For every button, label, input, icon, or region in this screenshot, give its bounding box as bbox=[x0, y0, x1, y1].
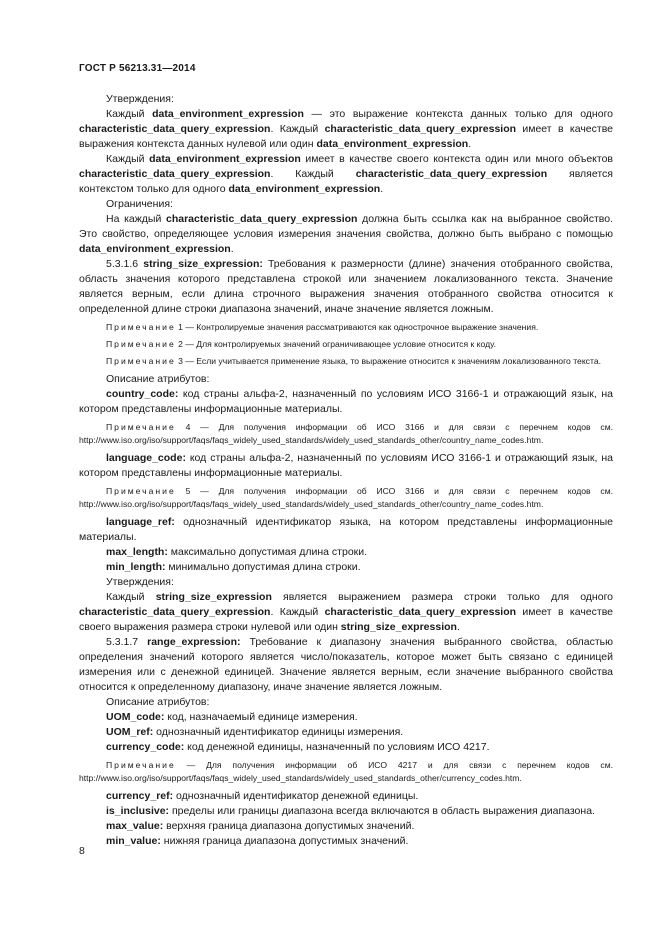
text-run: код страны альфа-2, назначенный по условиям ИСО 3166-1 и отражающий язык, на котором представлены информационные материалы. bbox=[79, 452, 613, 479]
term: characteristic_data_query_expression bbox=[79, 606, 271, 618]
text-run: . bbox=[456, 621, 460, 633]
term: range_expression: bbox=[147, 636, 241, 648]
text-run: 2 — Для контролируемых значений ограничивающее условие относится к коду. bbox=[175, 339, 496, 349]
term: characteristic_data_query_expression bbox=[324, 123, 517, 135]
term: characteristic_data_query_expression bbox=[79, 123, 271, 135]
text-run: пределы или границы диапазона всегда включаются в область выражения диапазона. bbox=[169, 805, 595, 817]
term: currency_ref: bbox=[106, 790, 174, 802]
term: string_size_expression: bbox=[143, 258, 263, 270]
text-paragraph bbox=[79, 107, 613, 152]
text-paragraph bbox=[79, 575, 613, 590]
text-run: 5.3.1.6 bbox=[106, 258, 144, 270]
term: min_length: bbox=[106, 561, 166, 573]
text-run: . bbox=[468, 138, 472, 150]
text-paragraph bbox=[79, 152, 613, 197]
text-run: Описание атрибутов: bbox=[106, 696, 210, 708]
term: data_environment_expression bbox=[316, 138, 469, 150]
term: data_environment_expression bbox=[228, 183, 381, 195]
text-paragraph bbox=[79, 560, 613, 575]
text-run: верхняя граница диапазона допустимых значений. bbox=[163, 820, 415, 832]
note-paragraph bbox=[79, 338, 613, 351]
text-paragraph bbox=[79, 372, 613, 387]
text-run: является контекстом только для одного bbox=[79, 168, 613, 195]
text-run: Требование к диапазону значения выбранного свойства, областью определения значений которого является число/показатель, которое может быть связано с единицей измерения или с денежной единицей. Значение является верным, если значение выбранного свойства относится к определенному диапазону, иначе значение является ложным. bbox=[79, 636, 614, 693]
text-run: код, назначаемый единице измерения. bbox=[164, 711, 358, 723]
note-label: Примечание bbox=[106, 486, 176, 496]
note-paragraph bbox=[79, 485, 613, 511]
note-paragraph bbox=[79, 355, 613, 368]
text-run: 1 — Контролируемые значения рассматриваются как однострочное выражение значения. bbox=[175, 322, 539, 332]
text-paragraph bbox=[79, 804, 613, 819]
page-number: 8 bbox=[79, 845, 85, 857]
text-run: минимально допустимая длина строки. bbox=[165, 561, 361, 573]
text-run: код денежной единицы, назначенный по условиям ИСО 4217. bbox=[184, 741, 490, 753]
text-run: однозначный идентификатор единицы измерения. bbox=[153, 726, 404, 738]
text-paragraph bbox=[79, 387, 613, 417]
text-run: — Для получения информации об ИСО 4217 и для связи с перечнем кодов см. http://www.iso.org/iso/support/faqs/faqs_widely_used_standards/widely_used_standards_other/currency_codes.htm. bbox=[79, 760, 613, 783]
text-paragraph bbox=[79, 635, 613, 695]
text-run: код страны альфа-2, назначенный по условиям ИСО 3166-1 и отражающий язык, на котором представлены информационные материалы. bbox=[79, 388, 613, 415]
note-label: Примечание bbox=[106, 422, 176, 432]
text-run: 4 — Для получения информации об ИСО 3166 и для связи с перечнем кодов см. http://www.iso.org/iso/support/faqs/faqs_widely_used_standards/widely_used_standards_other/country_name_codes.htm. bbox=[79, 422, 613, 445]
term: min_value: bbox=[106, 835, 161, 847]
term: UOM_code: bbox=[106, 711, 165, 723]
text-run: Каждый bbox=[106, 591, 156, 603]
term: characteristic_data_query_expression bbox=[79, 168, 271, 180]
text-paragraph bbox=[79, 515, 613, 545]
text-paragraph bbox=[79, 451, 613, 481]
text-run: . Каждый bbox=[270, 606, 325, 618]
text-run: имеет в качестве выражения контекста данных нулевой или один bbox=[79, 123, 613, 150]
text-run: Описание атрибутов: bbox=[106, 373, 210, 385]
document-header: ГОСТ Р 56213.31—2014 bbox=[79, 63, 196, 74]
term: currency_code: bbox=[106, 741, 185, 753]
term: max_value: bbox=[106, 820, 164, 832]
text-run: имеет в качестве своего контекста один или много объектов bbox=[300, 153, 614, 165]
term: string_size_expression bbox=[155, 591, 272, 603]
note-label: Примечание bbox=[106, 339, 176, 349]
term: language_ref: bbox=[106, 516, 175, 528]
text-paragraph bbox=[79, 819, 613, 834]
text-paragraph bbox=[79, 834, 613, 849]
term: data_environment_expression bbox=[152, 108, 304, 120]
text-paragraph bbox=[79, 695, 613, 710]
text-run: . bbox=[230, 243, 234, 255]
text-run: Утверждения: bbox=[106, 93, 174, 105]
note-label: Примечание bbox=[106, 322, 176, 332]
note-paragraph bbox=[79, 759, 613, 785]
text-run: Каждый bbox=[106, 153, 150, 165]
text-run: . Каждый bbox=[270, 123, 325, 135]
text-run: Требования к размерности (длине) значения отобранного свойства, область значения которого представлена строкой или значением локализованного текста. Значение является верным, если длина строчного выражения значения отобранного свойства относится к определенной длине строки диапазона значений, иначе значение является ложным. bbox=[79, 258, 613, 315]
text-paragraph bbox=[79, 197, 613, 212]
text-run: Ограничения: bbox=[106, 198, 173, 210]
note-paragraph bbox=[79, 421, 613, 447]
text-run: однозначный идентификатор языка, на котором представлены информационные материалы. bbox=[79, 516, 613, 543]
term: characteristic_data_query_expression bbox=[324, 606, 517, 618]
text-run: . Каждый bbox=[270, 168, 356, 180]
text-paragraph bbox=[79, 545, 613, 560]
term: data_environment_expression bbox=[79, 243, 231, 255]
text-run: является выражением размера строки только для одного bbox=[271, 591, 614, 603]
text-paragraph bbox=[79, 725, 613, 740]
text-run: На каждый bbox=[106, 213, 166, 225]
text-paragraph bbox=[79, 789, 613, 804]
term: characteristic_data_query_expression bbox=[166, 213, 358, 225]
text-paragraph bbox=[79, 590, 613, 635]
text-paragraph bbox=[79, 212, 613, 257]
term: country_code: bbox=[106, 388, 179, 400]
text-paragraph bbox=[79, 92, 613, 107]
text-paragraph bbox=[79, 740, 613, 755]
text-run: 5 — Для получения информации об ИСО 3166 и для связи с перечнем кодов см. http://www.iso.org/iso/support/faqs/faqs_widely_used_standards/widely_used_standards_other/country_name_codes.htm. bbox=[79, 486, 613, 509]
text-run: 5.3.1.7 bbox=[106, 636, 148, 648]
term: characteristic_data_query_expression bbox=[355, 168, 548, 180]
note-paragraph bbox=[79, 321, 613, 334]
term: UOM_ref: bbox=[106, 726, 154, 738]
note-label: Примечание bbox=[106, 356, 176, 366]
term: data_environment_expression bbox=[149, 153, 301, 165]
text-run: должна быть ссылка как на выбранное свойство. Это свойство, определяющее условия измерения значения свойства, должно быть выбрано с помощью bbox=[79, 213, 614, 240]
text-run: имеет в качестве своего выражения размера строки нулевой или один bbox=[79, 606, 613, 633]
text-paragraph bbox=[79, 257, 613, 317]
text-run: Утверждения: bbox=[106, 576, 174, 588]
text-run: нижняя граница диапазона допустимых значений. bbox=[160, 835, 409, 847]
text-paragraph bbox=[79, 710, 613, 725]
text-run: . bbox=[380, 183, 384, 195]
term: string_size_expression bbox=[340, 621, 457, 633]
text-run: максимально допустимая длина строки. bbox=[167, 546, 368, 558]
page-body bbox=[79, 92, 613, 849]
text-run: 3 — Если учитывается применение языка, то выражение относится к значениям локализованного текста. bbox=[175, 356, 601, 366]
term: language_code: bbox=[106, 452, 186, 464]
note-label: Примечание bbox=[106, 760, 176, 770]
text-run: однозначный идентификатор денежной единицы. bbox=[173, 790, 419, 802]
term: max_length: bbox=[106, 546, 168, 558]
term: is_inclusive: bbox=[106, 805, 170, 817]
text-run: — это выражение контекста данных только для одного bbox=[303, 108, 614, 120]
text-run: Каждый bbox=[106, 108, 153, 120]
